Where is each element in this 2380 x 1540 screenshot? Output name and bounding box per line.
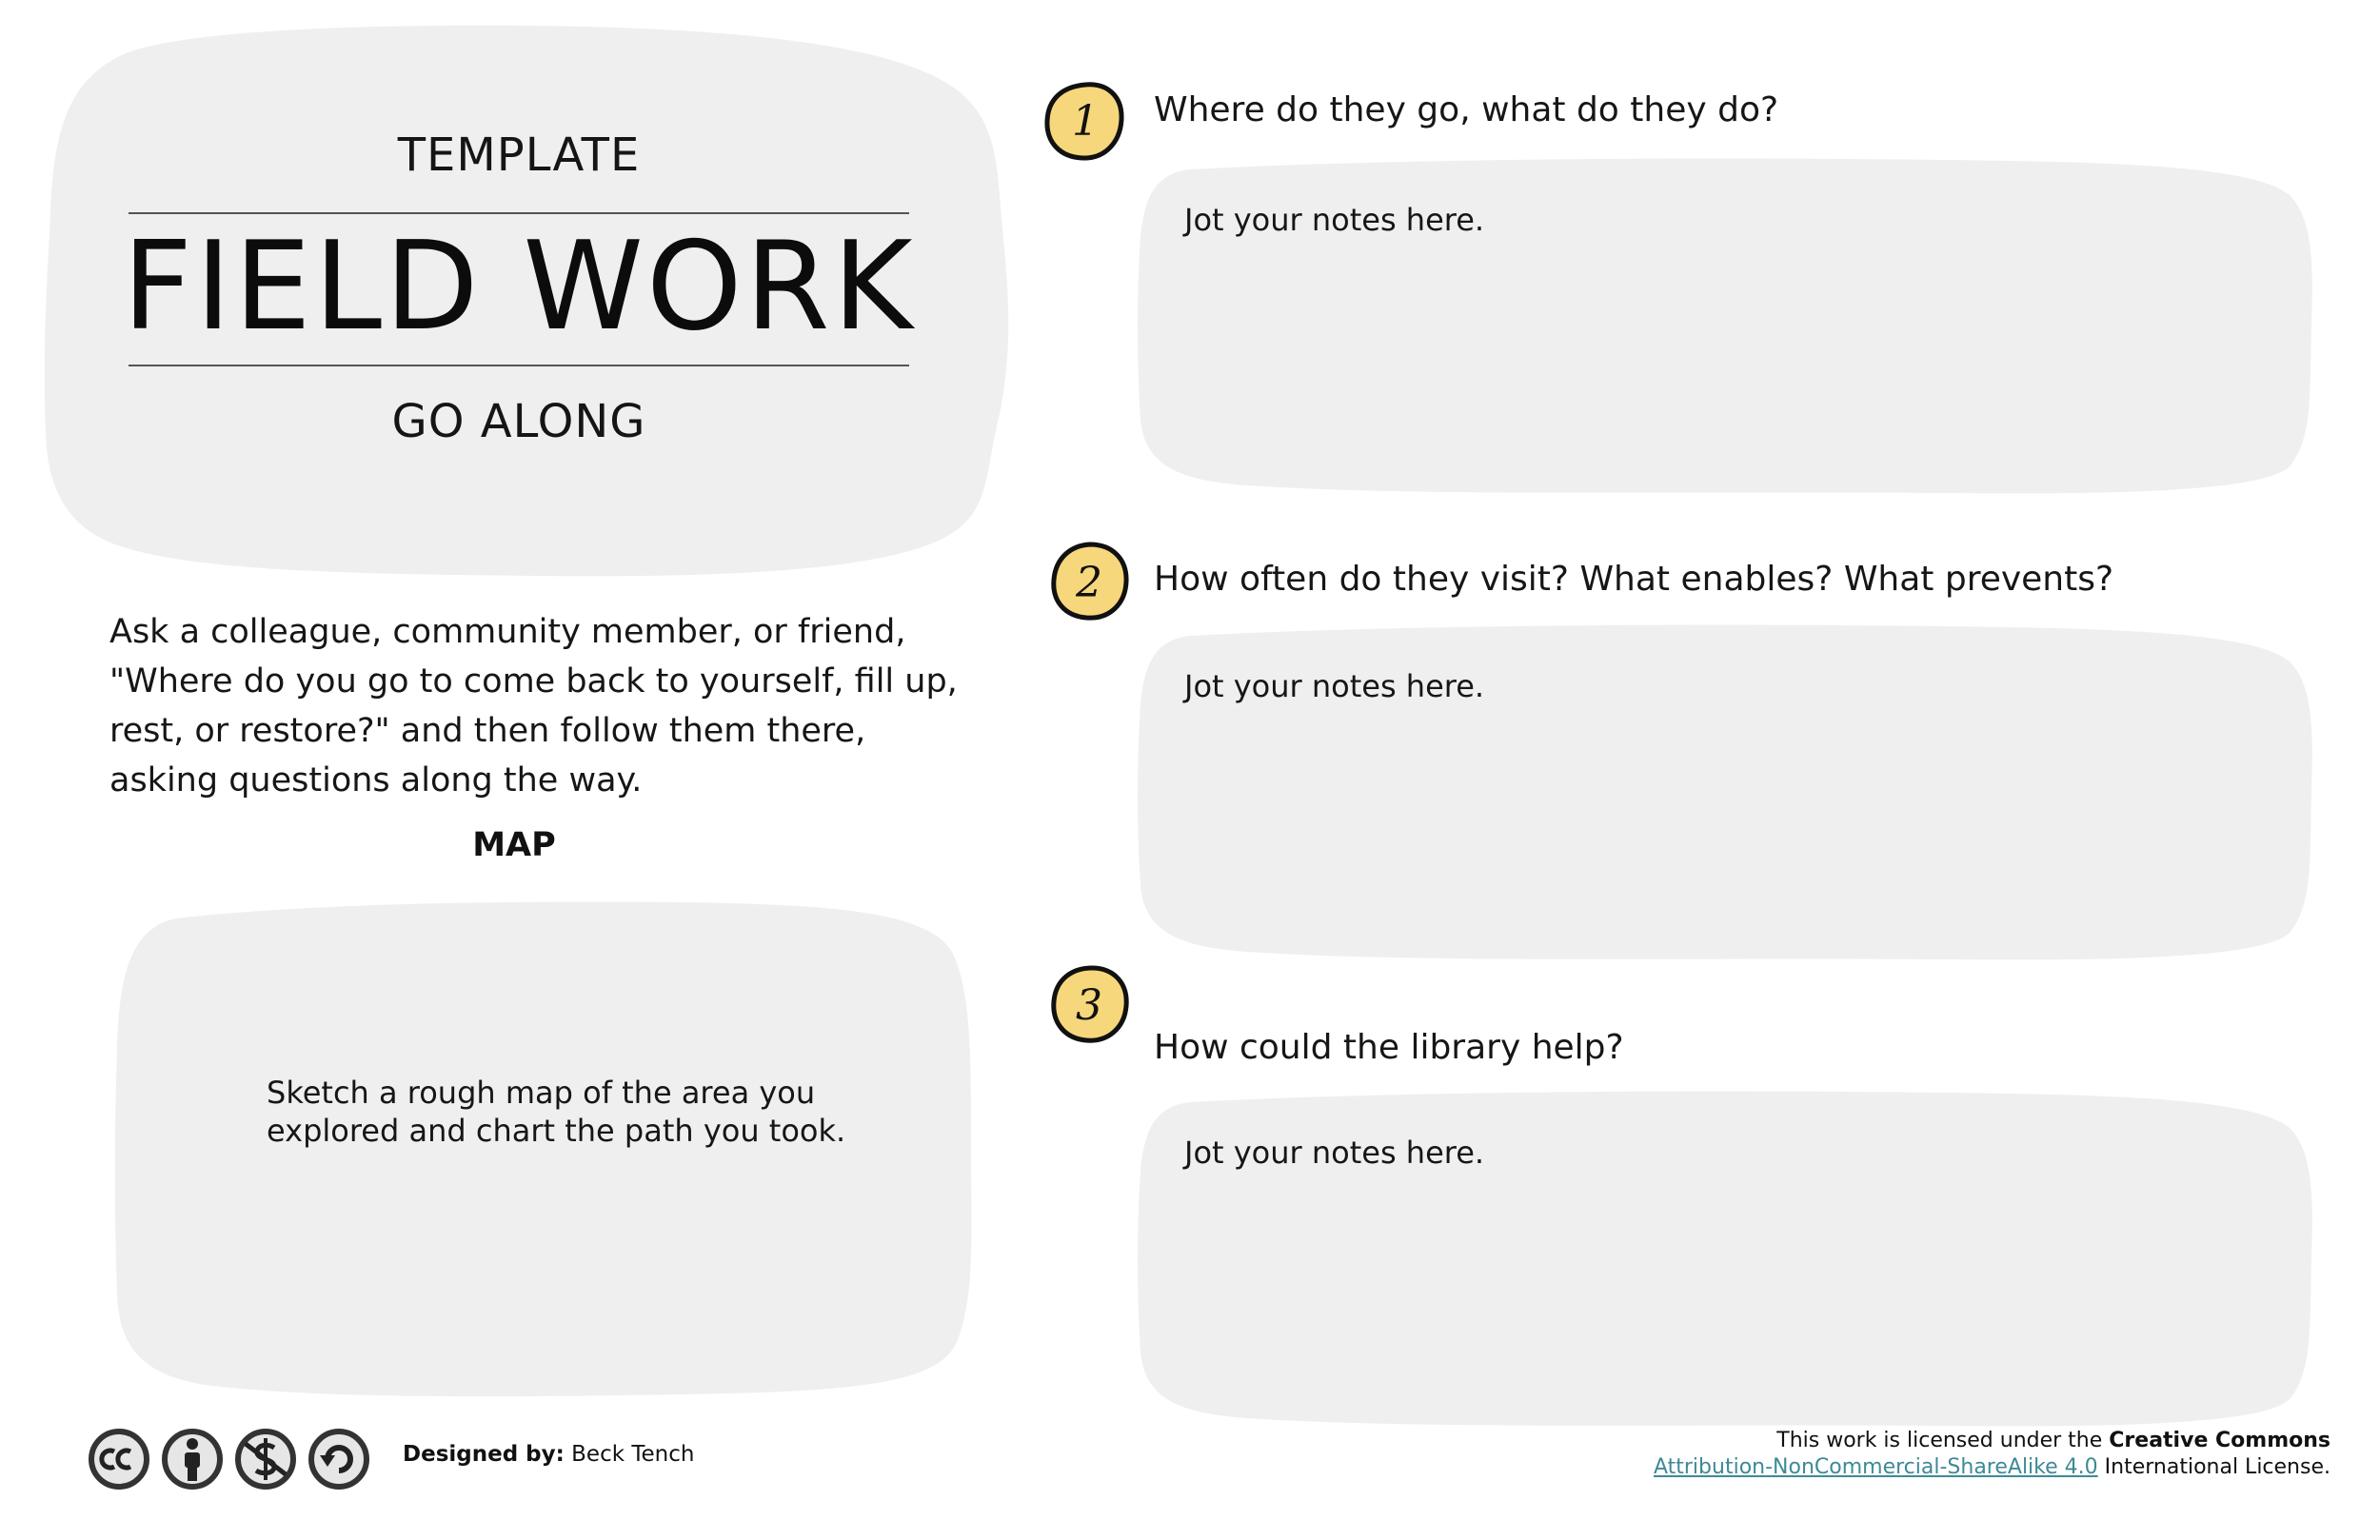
title-top-rule [129,212,909,214]
question-3-notes-placeholder: Jot your notes here. [1184,1135,1485,1171]
designed-by-label: Designed by: [403,1442,565,1467]
designed-by [403,1442,694,1467]
noncommercial-icon [238,1431,293,1487]
page-subtitle: GO ALONG [391,395,646,448]
question-3-text: How could the library help? [1154,1028,1624,1067]
map-caption-line-2: explored and chart the path you took. [267,1113,846,1149]
title-block [109,128,928,471]
question-2-number: 2 [1076,558,1102,607]
map-caption-line-1: Sketch a rough map of the area you [267,1075,816,1111]
map-caption [267,1074,857,1150]
question-1-text: Where do they go, what do they do? [1154,90,1779,129]
question-3-number: 3 [1076,980,1102,1030]
creative-commons-icons [86,1425,371,1493]
sharealike-icon [311,1431,367,1487]
license-name: Creative Commons [2109,1429,2330,1452]
map-heading: MAP [472,826,556,864]
license-link[interactable]: Attribution-NonCommercial-ShareAlike 4.0 [1653,1455,2098,1479]
designer-name: Beck Tench [571,1442,695,1467]
title-bottom-rule [129,365,909,366]
intro-text: Ask a colleague, community member, or friend, "Where do you go to come back to yourself, fill up, rest, or restore?" and then follow them there, asking questions along the way. [109,613,958,800]
license-notice [1561,1428,2330,1481]
question-1-number: 1 [1072,96,1099,146]
cc-icon [91,1431,147,1487]
license-suffix: International License. [2104,1455,2330,1479]
page-title: FIELD WORK [122,216,916,358]
question-2-notes-placeholder: Jot your notes here. [1184,668,1485,704]
template-label: TEMPLATE [397,128,641,182]
license-prefix: This work is licensed under the [1776,1429,2103,1452]
question-2-text: How often do they visit? What enables? What prevents? [1154,560,2114,599]
attribution-icon [165,1431,220,1487]
question-1-notes-placeholder: Jot your notes here. [1184,202,1485,238]
